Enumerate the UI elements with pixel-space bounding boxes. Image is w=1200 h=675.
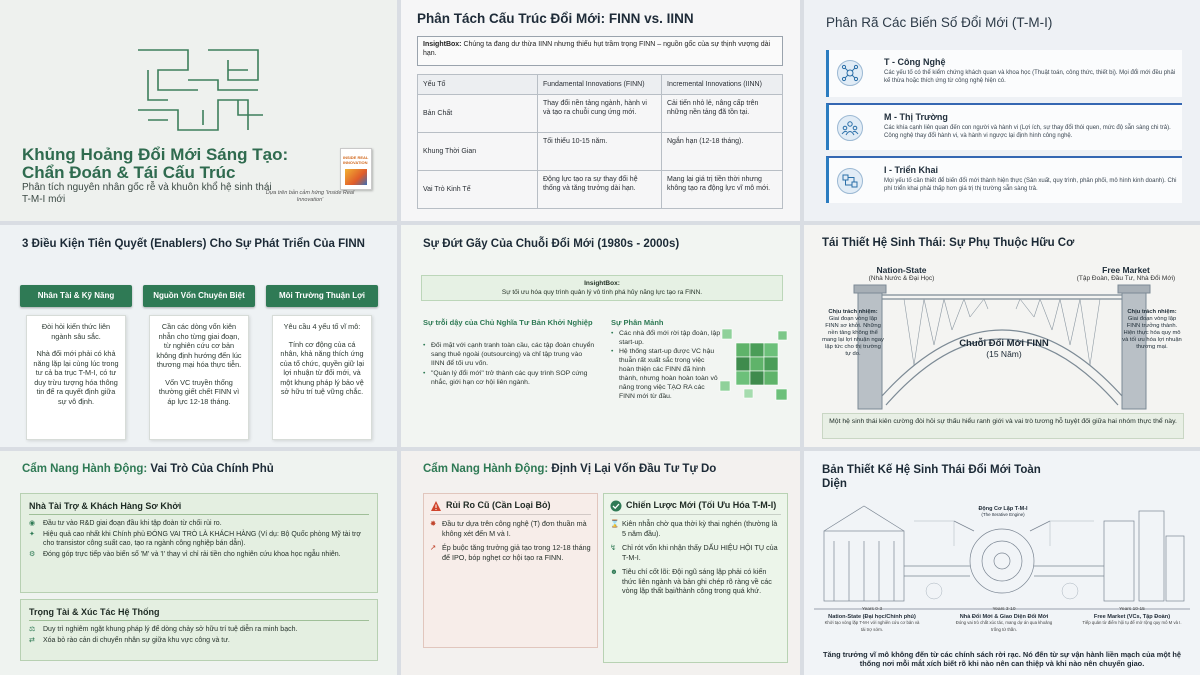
free-market-label <box>1066 265 1186 282</box>
gear-icon: ⚙ <box>29 551 36 558</box>
box-heading <box>610 500 781 515</box>
free-market-heading: Free Market <box>1102 265 1150 275</box>
slide-ecosystem-bridge[interactable] <box>804 225 1200 447</box>
item-text: Đóng góp trực tiếp vào biến số 'M' và 'I' thay vì chỉ rải tiền cho nghiên cứu khoa học ngẫu nhiên. <box>43 551 341 558</box>
check-circle-icon <box>610 500 622 512</box>
box-heading: Trọng Tài & Xúc Tác Hệ Thống <box>29 607 369 621</box>
stage-desc: Tiếp quản từ điểm hội tụ để mở rộng quy mô M và I. <box>1082 620 1182 625</box>
free-market-sub: (Tập Đoàn, Đầu Tư, Nhà Đổi Mới) <box>1076 275 1176 282</box>
right-responsibility <box>1122 309 1182 351</box>
warning-icon <box>430 500 442 512</box>
trend-icon: ↗ <box>430 543 437 552</box>
stage-label <box>822 607 922 633</box>
enabler-text: Vốn VC truyền thống thường giết chết FINN vì áp lực 12-18 tháng. <box>158 377 240 406</box>
table-row <box>418 133 783 171</box>
enabler-text: Tính cơ động của cá nhân, khả năng thích ứng của tổ chức, quyền giữ lại lợi nhuận từ đổi mới, và một khung pháp lý bảo vệ sở hữu trí tuệ vững chắc. <box>280 339 364 396</box>
enabler-heading: Nhân Tài & Kỹ Năng <box>20 285 132 307</box>
table-cell: Khung Thời Gian <box>418 133 538 171</box>
list-item <box>29 530 369 548</box>
list-item: • Hệ thống start-up được VC hậu thuẫn rất xuất sắc trong việc hoàn thiện các FINN đã hình thành, nhưng hoàn hoàn toàn vô năng trong việc TẠO RA các FINN mới từ đầu. <box>611 347 721 401</box>
enabler-heading: Môi Trường Thuận Lợi <box>266 285 378 307</box>
table-cell: Ngắn hạn (12-18 tháng). <box>662 133 783 171</box>
card-heading: T - Công Nghệ <box>884 57 946 67</box>
item-text: Kiên nhẫn chờ qua thời kỳ thai nghén (thường là 5 năm đầu). <box>622 519 778 538</box>
insight-label: InsightBox: <box>584 280 620 287</box>
nation-state-label <box>854 265 949 282</box>
comparison-table <box>417 74 783 209</box>
slide-tmi[interactable] <box>804 0 1200 221</box>
enabler-text: Cần các dòng vốn kiên nhẫn cho từng giai đoạn, từ nghiên cứu cơ bản không định hướng đến lúc thương mại hóa thực tiễn. <box>156 322 242 369</box>
card-heading: I - Triển Khai <box>884 165 939 175</box>
card-text: Các khía cạnh liên quan đến con người và hành vi (Lợi ích, sự thay đổi thói quen, mức độ sẵn sàng chi trả). Công nghệ thay đổi hành vi, và hành vi ngược lại định hình công nghệ. <box>884 125 1171 139</box>
stage-desc: Khởi tạo vòng lặp T-M-I với nghiên cứu cơ bản và tài trợ sớm. <box>824 620 920 632</box>
right-list <box>611 329 721 401</box>
stage-name: Nation-State (Đại học/Chính phủ) <box>828 613 916 620</box>
slide-heading: Bản Thiết Kế Hệ Sinh Thái Đổi Mới Toàn Diện <box>822 464 1041 490</box>
tmi-card-technology <box>826 50 1182 97</box>
finn-chain-sub: (15 Năm) <box>986 349 1022 359</box>
left-heading: Sự trỗi dậy của Chủ Nghĩa Tư Bản Khởi Nghiệp <box>423 318 593 327</box>
list-item <box>610 543 781 562</box>
list-item: • Các nhà đổi mới rời tập đoàn, lập start-up. <box>611 329 721 347</box>
card-text: Mọi yếu tố cần thiết để biến đổi mới thành hiện thực (Sản xuất, quy trình, phân phối, mô hình kinh doanh). Chi phí triển khai phải thấp hơn giá trị thị trường sẵn sàng trả. <box>884 178 1177 192</box>
book-art <box>345 169 367 185</box>
insight-label: InsightBox: <box>423 41 462 48</box>
stage-desc: Đóng vai trò chất xúc tác, mang dự án qua khoảng trống tử thần. <box>955 620 1053 632</box>
card-text: Các yếu tố có thể kiểm chứng khách quan và khoa học (Thuật toán, công thức, thiết bị). Mọi đổi mới đều phải kế thừa hoặc thích ứng từ công nghệ hiện có. <box>884 70 1176 84</box>
table-cell: Bản Chất <box>418 95 538 133</box>
stage-years: Years 10-15 <box>1119 607 1145 612</box>
slide-finn-iinn[interactable] <box>401 0 800 221</box>
table-cell: Cải tiến nhỏ lẻ, nâng cấp trên những nền tảng đã tồn tại. <box>662 95 783 133</box>
enabler-text: Yêu cầu 4 yếu tố vĩ mô: <box>283 322 361 331</box>
new-strategy-box <box>603 493 788 663</box>
stage-years: Years 3-10 <box>992 607 1016 612</box>
stage-label <box>954 607 1054 633</box>
signal-icon: ↯ <box>610 543 617 552</box>
item-text: Chỉ rót vốn khi nhận thấy DẤU HIỆU HỘI TỤ của T-M-I. <box>622 543 778 562</box>
slide-title-heading: Khủng Hoảng Đổi Mới Sáng Tạo: Chẩn Đoán & Tái Cấu Trúc <box>22 145 289 182</box>
table-header: Yếu Tố <box>418 75 538 95</box>
slide-blueprint[interactable] <box>804 451 1200 675</box>
slide-heading <box>423 463 716 475</box>
table-row <box>418 95 783 133</box>
slide-footer: Một hệ sinh thái kiên cường đòi hỏi sự thấu hiểu ranh giới và vai trò tương hỗ tuyệt đối giữa hai nhóm thực thể này. <box>822 413 1184 439</box>
gear-flow-icon <box>837 168 863 194</box>
insight-box <box>417 36 783 66</box>
list-item <box>29 636 369 645</box>
table-cell: Mang lại giá trị tiền thời nhưng không tạo ra động lực vĩ mô mới. <box>662 171 783 209</box>
enabler-capital <box>143 285 255 440</box>
table-row <box>418 171 783 209</box>
resp-label: Chịu trách nhiệm: <box>828 309 878 315</box>
table-header: Incremental Innovations (IINN) <box>662 75 783 95</box>
table-cell: Động lực tạo ra sự thay đổi hệ thống và tăng trưởng dài hạn. <box>538 171 662 209</box>
slide-capital-repositioning[interactable] <box>401 451 800 675</box>
slide-chain-break[interactable] <box>401 225 800 447</box>
item-text: Duy trì nghiêm ngặt khung pháp lý để dòng chảy sở hữu trí tuệ diễn ra minh bạch. <box>43 626 298 633</box>
table-cell: Tối thiểu 10-15 năm. <box>538 133 662 171</box>
people-icon <box>837 115 863 141</box>
left-list <box>423 341 597 388</box>
item-text: Ép buộc tăng trưởng giả tạo trong 12-18 tháng để IPO, bóp nghẹt cơ hội tạo ra FINN. <box>442 543 591 562</box>
nation-state-heading: Nation-State <box>876 265 927 275</box>
list-item <box>29 519 369 528</box>
slide-government-role[interactable] <box>0 451 397 675</box>
enabler-text: Nhà đổi mới phải có khả năng lặp lại cùng lúc trong tư cả ba trục T-M-I, có tư duy trừu tượng hóa thông tin để ra quyết định giữa sự vô định. <box>33 349 119 406</box>
resp-text: Giai đoạn vòng lặp FINN sơ khởi. Những nền tảng không thể mang lại lợi nhuận ngay lập tức cho thị trường tự do. <box>822 316 884 357</box>
heading-rest: Vai Trò Của Chính Phủ <box>147 463 274 475</box>
list-item <box>430 519 591 538</box>
arrows-icon: ⇄ <box>29 637 35 644</box>
item-text: Tiêu chí cốt lõi: Đội ngũ sáng lập phải có kiến thức liên ngành và bản ghi chép rõ ràng về các vòng lặp thất bại/thành công trong quá khứ. <box>622 567 772 595</box>
slide-heading: Phân Tách Cấu Trúc Đổi Mới: FINN vs. IINN <box>417 11 694 26</box>
box-heading-text: Chiến Lược Mới (Tối Ưu Hóa T-M-I) <box>626 500 777 510</box>
heading-prefix: Cẩm Nang Hành Động: <box>22 463 148 475</box>
box-heading <box>430 500 591 515</box>
engine-label <box>949 506 1057 517</box>
list-item <box>29 550 369 559</box>
card-heading: M - Thị Trường <box>884 112 948 122</box>
table-header: Fundamental Innovations (FINN) <box>538 75 662 95</box>
slide-title[interactable] <box>0 0 397 221</box>
enabler-environment <box>266 285 378 440</box>
table-cell: Thay đổi nền tảng ngành, hành vi và tạo ra chuỗi cung ứng mới. <box>538 95 662 133</box>
nation-state-sub: (Nhà Nước & Đại Học) <box>868 275 935 282</box>
enabler-body <box>26 315 126 440</box>
item-text: Đầu tư vào R&D giai đoạn đầu khi tập đoàn từ chối rủi ro. <box>43 520 222 527</box>
insight-box <box>421 275 783 301</box>
stage-name: Free Market (VCs, Tập Đoàn) <box>1093 613 1171 620</box>
handshake-icon: ✦ <box>29 531 35 538</box>
left-responsibility <box>822 309 884 358</box>
list-item <box>610 519 781 538</box>
list-item <box>430 543 591 562</box>
book-title: INSIDE REAL INNOVATION <box>343 155 369 165</box>
heading-rest: Định Vị Lại Vốn Đầu Tư Tự Do <box>548 463 717 475</box>
slide-heading: Tái Thiết Hệ Sinh Thái: Sự Phụ Thuộc Hữu Cơ <box>822 237 1075 249</box>
hourglass-icon: ⌛ <box>610 519 620 528</box>
book-caption: Dựa trên bản cảm hứng 'Inside Real Innovation' <box>265 190 355 203</box>
heading-prefix: Cẩm Nang Hành Động: <box>423 463 549 475</box>
table-header-row <box>418 75 783 95</box>
stage-label <box>1082 607 1182 627</box>
stage-years: Years 0-3 <box>861 607 883 612</box>
scale-icon: ⚖ <box>29 626 36 633</box>
item-text: Hiệu quả cao nhất khi Chính phủ ĐÓNG VAI TRÒ LÀ KHÁCH HÀNG (Ví dụ: Bộ Quốc phòng Mỹ tài trợ cho transistor công suất cao, tạo ra ngành công nghiệp bán dẫn). <box>43 531 361 547</box>
team-icon: ☻ <box>610 567 618 576</box>
slide-footer: Tăng trưởng vĩ mô không đến từ các chính sách rời rạc. Nó đến từ sự vận hành liền mạch của một hệ thống nơi mỗi mắt xích biết rõ khi nào nên can thiệp và khi nào nên chuyển giao. <box>823 650 1181 668</box>
list-item: • "Quản lý đổi mới" trở thành các quy trình SOP cứng nhắc, giới hạn cơ hội liên ngành. <box>423 369 597 387</box>
list-item <box>610 567 781 596</box>
slide-heading: 3 Điều Kiện Tiên Quyết (Enablers) Cho Sự Phát Triển Của FINN <box>22 238 365 250</box>
finn-chain-label <box>942 338 1066 359</box>
item-text: Đầu tư dựa trên công nghệ (T) đơn thuần mà không xét đến M và I. <box>442 519 587 538</box>
box-heading: Nhà Tài Trợ & Khách Hàng Sơ Khởi <box>29 501 369 515</box>
maze-graphic <box>128 40 268 140</box>
slide-subtitle: Phân tích nguyên nhân gốc rễ và khuôn khổ hệ sinh thái T-M-I mới <box>22 182 272 205</box>
enabler-body <box>272 315 372 440</box>
table-cell: Vai Trò Kinh Tế <box>418 171 538 209</box>
old-risk-box <box>423 493 598 648</box>
box-heading-text: Rủi Ro Cũ (Cần Loại Bỏ) <box>446 500 551 510</box>
insight-text: Sự tối ưu hóa quy trình quản lý vô tình phá hủy năng lực tạo ra FINN. <box>501 289 703 296</box>
slide-heading <box>22 463 274 475</box>
tmi-card-implementation <box>826 156 1182 203</box>
slide-heading: Sự Đứt Gãy Của Chuỗi Đổi Mới (1980s - 2000s) <box>423 238 680 250</box>
engine-sub: (The Iterative Engine) <box>981 512 1025 517</box>
network-icon <box>837 60 863 86</box>
arbiter-box <box>20 599 378 661</box>
cubes-illustration <box>716 323 791 408</box>
slide-heading: Phân Rã Các Biến Số Đổi Mới (T-M-I) <box>826 15 1053 30</box>
tmi-card-market <box>826 103 1182 150</box>
resp-label: Chịu trách nhiệm: <box>1127 309 1177 315</box>
coin-icon: ◉ <box>29 520 36 527</box>
list-item: • Đối mặt với cạnh tranh toàn cầu, các tập đoàn chuyển sang thuê ngoài (outsourcing) và chỉ tập trung vào IINN để tối ưu vốn. <box>423 341 597 368</box>
item-text: Xóa bỏ rào cản di chuyển nhân sự giữa khu vực công và tư. <box>43 637 230 644</box>
slide-enablers[interactable] <box>0 225 397 447</box>
resp-text: Giai đoạn vòng lặp FINN trưởng thành. Hiện thực hóa quy mô và tối ưu hóa lợi nhuận thương mại. <box>1122 316 1182 350</box>
sponsor-box <box>20 493 378 593</box>
enabler-heading: Nguồn Vốn Chuyên Biệt <box>143 285 255 307</box>
enabler-body <box>149 315 249 440</box>
enabler-talent <box>20 285 132 440</box>
book-cover-image <box>340 148 372 190</box>
insight-text: Chúng ta đang dư thừa IINN nhưng thiếu hụt trầm trọng FINN – nguồn gốc của sự thịnh vượng dài hạn. <box>423 41 771 57</box>
engine-heading: Động Cơ Lặp T-M-I <box>978 506 1028 512</box>
virus-icon: ✸ <box>430 519 437 528</box>
enabler-text: Đòi hỏi kiến thức liên ngành sâu sắc. <box>41 322 111 341</box>
list-item <box>29 625 369 634</box>
right-heading: Sự Phân Mảnh <box>611 318 664 327</box>
stage-name: Nhà Đổi Mới & Giao Diện Đổi Mới <box>959 613 1049 620</box>
finn-chain-heading: Chuỗi Đổi Mới FINN <box>959 338 1049 349</box>
